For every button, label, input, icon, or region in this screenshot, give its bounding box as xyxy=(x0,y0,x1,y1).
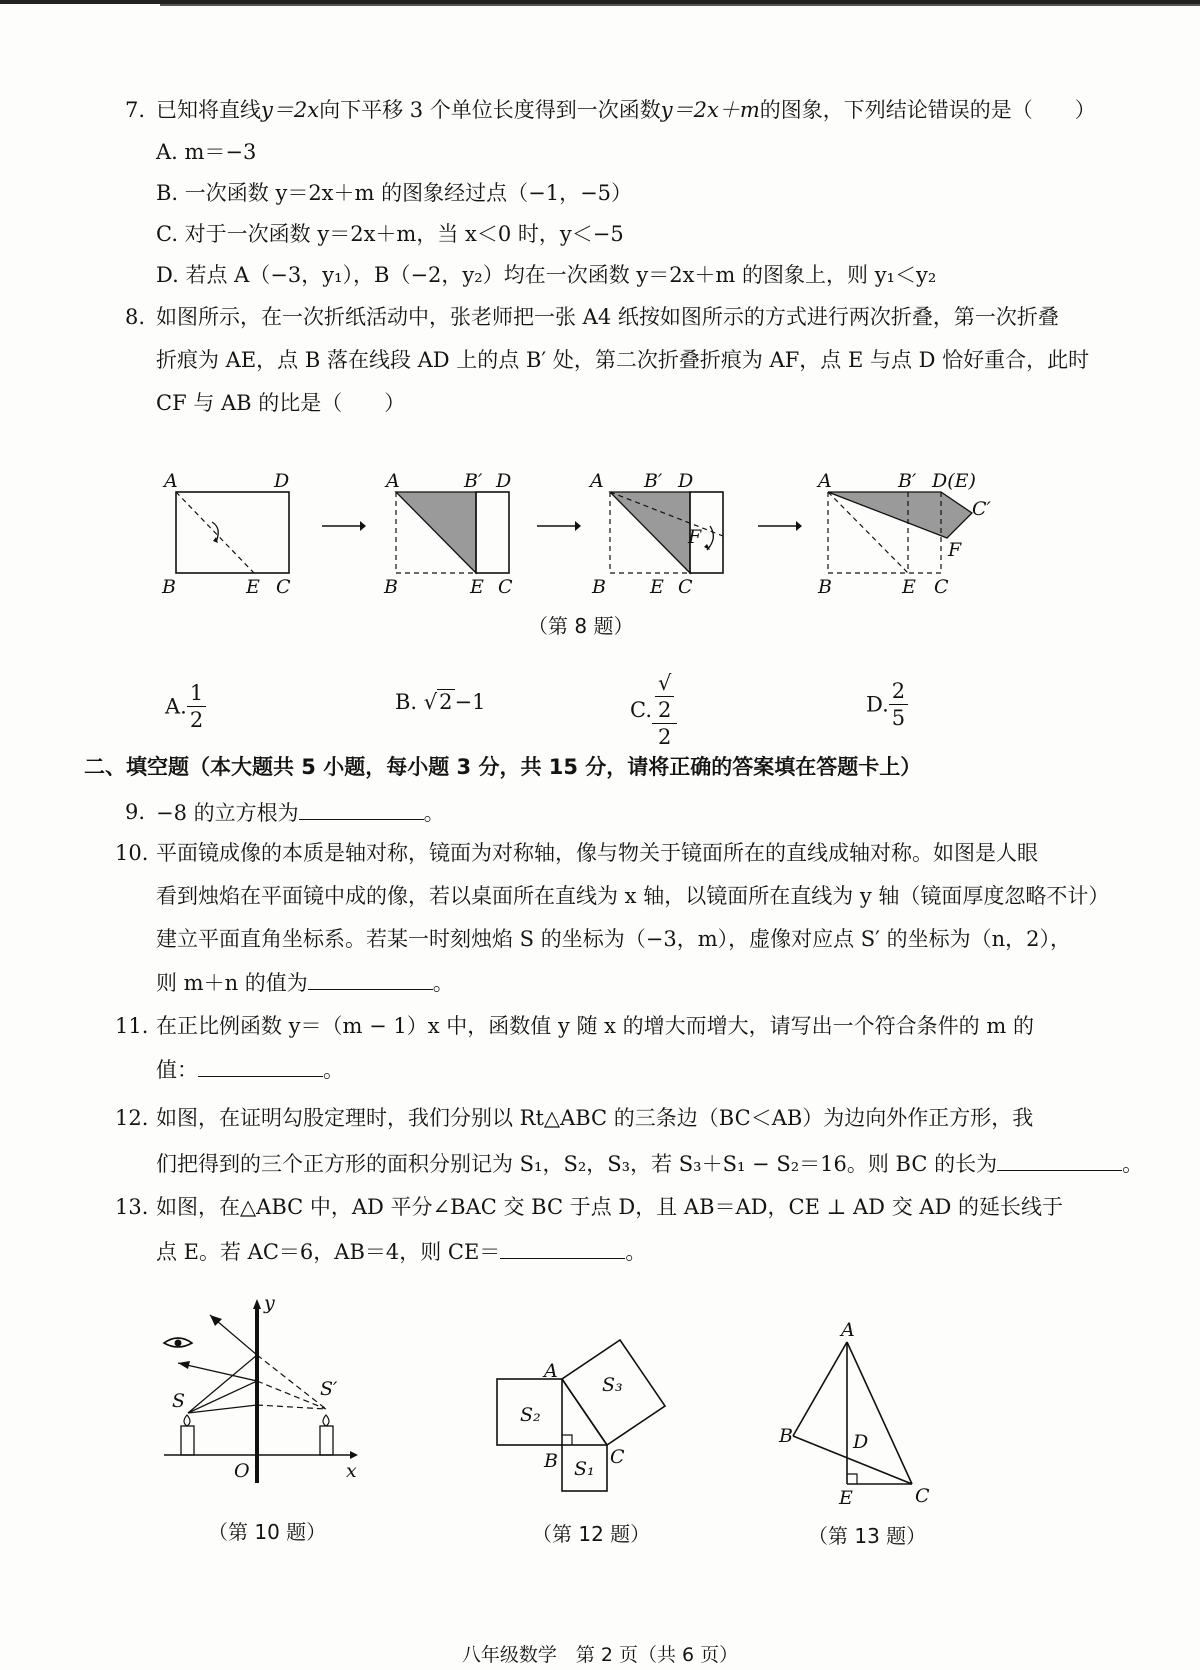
q11-number: 11. xyxy=(115,1014,149,1038)
q8-option-a-denominator: 2 xyxy=(189,708,204,732)
q8-fig2-label-bprime: B′ xyxy=(464,470,483,492)
q11-line2-text: 值： xyxy=(156,1058,198,1082)
q8-fig2-label-e: E xyxy=(470,576,484,598)
q11-end: 。 xyxy=(323,1058,344,1082)
q8-fig2-label-d: D xyxy=(496,470,512,492)
q8-option-b-radicand: 2 xyxy=(439,690,453,714)
q10-stem-line1: 平面镜成像的本质是轴对称，镜面为对称轴，像与物关于镜面所在的直线成轴对称。如图是人眼 xyxy=(156,841,1038,865)
q8-option-d-numerator: 2 xyxy=(889,678,908,705)
q8-fig3-label-b: B xyxy=(592,576,606,598)
q8-fig3-label-e: E xyxy=(650,576,664,598)
q8-stem-line1: 如图所示，在一次折纸活动中，张老师把一张 A4 纸按如图所示的方式进行两次折叠，第一次折叠 xyxy=(156,305,1059,329)
q9-end: 。 xyxy=(423,801,445,825)
q13-caption: （第 13 题） xyxy=(808,1524,927,1548)
q9-text: −8 的立方根为 xyxy=(156,801,299,825)
q13-figure xyxy=(775,1318,955,1518)
q13-label-a: A xyxy=(841,1319,855,1341)
q8-fig3-label-bprime: B′ xyxy=(644,470,663,492)
q8-fig3-label-c: C xyxy=(678,576,693,598)
q13-end: 。 xyxy=(625,1240,647,1264)
q7-option-c[interactable]: C. 对于一次函数 y＝2x＋m，当 x＜0 时，y＜−5 xyxy=(156,222,624,246)
q8-option-d[interactable] xyxy=(866,678,908,731)
q12-stem-line1: 如图，在证明勾股定理时，我们分别以 Rt△ABC 的三条边（BC＜AB）为边向外作正方形，我 xyxy=(156,1106,1034,1130)
q8-option-a-label: A. xyxy=(165,694,187,719)
q10-stem-line3: 建立平面直角坐标系。若某一时刻烛焰 S 的坐标为（−3，m），虚像对应点 S′ 的坐标为（n，2）， xyxy=(156,927,1071,951)
q7-stem-part2: 向下平移 3 个单位长度得到一次函数 xyxy=(319,98,661,122)
q8-fig4-label-de: D(E) xyxy=(932,470,976,492)
q8-fig2-label-c: C xyxy=(498,576,513,598)
q12-label-b: B xyxy=(544,1450,558,1472)
q7-stem-part1: 已知将直线 xyxy=(156,98,261,122)
q8-option-a[interactable] xyxy=(165,680,206,733)
q8-option-b[interactable]: B. √2−1 xyxy=(395,690,486,714)
q7-option-b[interactable]: B. 一次函数 y＝2x＋m 的图象经过点（−1，−5） xyxy=(156,181,633,205)
q8-number: 8. xyxy=(125,305,146,329)
q12-line2-text: 们把得到的三个正方形的面积分别记为 S₁，S₂，S₃，若 S₃＋S₁ − S₂＝16。则 BC 的长为 xyxy=(156,1152,998,1176)
q12-end: 。 xyxy=(1122,1152,1144,1176)
q8-fig3-label-d: D xyxy=(678,470,694,492)
q13-stem-line1: 如图，在△ABC 中，AD 平分∠BAC 交 BC 于点 D，且 AB＝AD，CE ⊥ AD 交 AD 的延长线于 xyxy=(156,1195,1064,1219)
q12-label-a: A xyxy=(544,1360,558,1382)
q10-answer-blank[interactable] xyxy=(308,967,433,990)
q8-fig4-label-b: B xyxy=(818,576,832,598)
q13-line2-text: 点 E。若 AC＝6，AB＝4，则 CE＝ xyxy=(156,1240,501,1264)
q10-label-y: y xyxy=(264,1292,275,1314)
q8-figure-step3 xyxy=(590,460,744,600)
q12-label-s1: S₁ xyxy=(574,1458,595,1480)
q8-stem-line3: CF 与 AB 的比是（ ） xyxy=(156,391,406,415)
q9-number: 9. xyxy=(125,800,146,824)
q12-figure xyxy=(490,1345,690,1505)
q11-stem-line1: 在正比例函数 y＝（m − 1）x 中，函数值 y 随 x 的增大而增大，请写出一个符合条件的 m 的 xyxy=(156,1014,1034,1038)
section-2-title: 二、填空题（本大题共 5 小题，每小题 3 分，共 15 分，请将正确的答案填在答题卡上） xyxy=(84,755,922,779)
q10-label-s: S xyxy=(172,1390,186,1412)
q10-label-o: O xyxy=(234,1460,250,1482)
q13-label-b: B xyxy=(779,1425,793,1447)
q8-fig3-label-f: F xyxy=(688,526,702,548)
q12-answer-blank[interactable] xyxy=(997,1148,1122,1171)
q8-option-c-denominator: 2 xyxy=(658,725,672,749)
q10-stem-line2: 看到烛焰在平面镜中成的像，若以桌面所在直线为 x 轴，以镜面所在直线为 y 轴（镜面厚度忽略不计） xyxy=(156,884,1110,908)
q8-option-b-label: B. xyxy=(395,690,418,714)
q8-fig3-label-a: A xyxy=(590,470,604,492)
q8-figure-step1 xyxy=(160,460,300,600)
q8-fig1-label-a: A xyxy=(164,470,178,492)
q8-caption: （第 8 题） xyxy=(528,614,634,638)
q13-label-e: E xyxy=(839,1487,853,1509)
q8-arrow-3 xyxy=(758,520,802,532)
q10-line4-text: 则 m＋n 的值为 xyxy=(156,971,308,995)
q8-fig4-label-cprime: C′ xyxy=(972,498,991,520)
q8-figure-step4 xyxy=(812,460,992,600)
q8-arrow-2 xyxy=(537,520,581,532)
q12-caption: （第 12 题） xyxy=(532,1522,651,1546)
q9-answer-blank[interactable] xyxy=(299,797,424,820)
q8-figure-step2 xyxy=(380,460,530,600)
q8-fig4-label-c: C xyxy=(934,576,949,598)
q12-label-s3: S₃ xyxy=(602,1374,623,1396)
q8-option-b-tail: −1 xyxy=(454,690,486,714)
page-footer: 八年级数学 第 2 页（共 6 页） xyxy=(461,1644,739,1666)
q8-stem-line2: 折痕为 AE，点 B 落在线段 AD 上的点 B′ 处，第二次折叠折痕为 AF，点 E 与点 D 恰好重合，此时 xyxy=(156,348,1090,372)
q13-answer-blank[interactable] xyxy=(500,1236,625,1259)
q10-stem-line4 xyxy=(156,967,454,998)
q8-fig4-label-bprime: B′ xyxy=(898,470,917,492)
q9-stem xyxy=(156,797,445,828)
q8-fig1-label-d: D xyxy=(274,470,290,492)
q10-end: 。 xyxy=(432,971,454,995)
q13-label-d: D xyxy=(853,1431,869,1453)
q7-equation-function: y＝2x＋m xyxy=(660,98,760,122)
q7-option-d[interactable]: D. 若点 A（−3，y₁），B（−2，y₂）均在一次函数 y＝2x＋m 的图象上，则 y₁＜y₂ xyxy=(156,263,937,287)
q8-fig2-label-b: B xyxy=(384,576,398,598)
q12-stem-line2 xyxy=(156,1148,1143,1179)
q11-stem-line2 xyxy=(156,1054,344,1085)
q10-label-x: x xyxy=(346,1460,357,1482)
q8-fig1-label-e: E xyxy=(246,576,260,598)
q8-option-c[interactable]: C. √ 2 2 xyxy=(630,670,677,750)
q10-caption: （第 10 题） xyxy=(208,1520,327,1544)
q7-option-a[interactable]: A. m＝−3 xyxy=(156,140,257,164)
q13-stem-line2 xyxy=(156,1236,646,1267)
q7-stem-part3: 的图象，下列结论错误的是（ ） xyxy=(759,98,1096,122)
q7-number: 7. xyxy=(125,98,146,122)
q8-fig4-label-e: E xyxy=(902,576,916,598)
q10-number: 10. xyxy=(115,841,149,865)
q12-number: 12. xyxy=(115,1106,149,1130)
q8-fig1-label-b: B xyxy=(162,576,176,598)
q8-fig4-label-f: F xyxy=(948,539,962,561)
q11-answer-blank[interactable] xyxy=(198,1054,323,1077)
q8-fig1-label-c: C xyxy=(276,576,291,598)
q8-option-c-label: C. xyxy=(630,698,652,722)
q8-option-c-radicand: 2 xyxy=(655,696,674,723)
q13-number: 13. xyxy=(115,1195,149,1219)
q8-fig4-label-a: A xyxy=(818,470,832,492)
q12-label-s2: S₂ xyxy=(520,1404,541,1426)
q8-arrow-1 xyxy=(322,520,366,532)
q8-fig2-label-a: A xyxy=(386,470,400,492)
q13-label-c: C xyxy=(915,1485,930,1507)
q7-stem xyxy=(156,95,1096,125)
q8-option-d-denominator: 5 xyxy=(891,706,906,730)
q7-equation-base: y＝2x xyxy=(261,98,320,122)
q10-figure xyxy=(160,1292,370,1485)
q10-label-sprime: S′ xyxy=(320,1378,338,1400)
q12-label-c: C xyxy=(610,1446,625,1468)
q8-option-d-label: D. xyxy=(866,692,889,717)
page-top-border-inner xyxy=(160,4,1200,6)
q8-option-a-numerator: 1 xyxy=(187,680,206,707)
